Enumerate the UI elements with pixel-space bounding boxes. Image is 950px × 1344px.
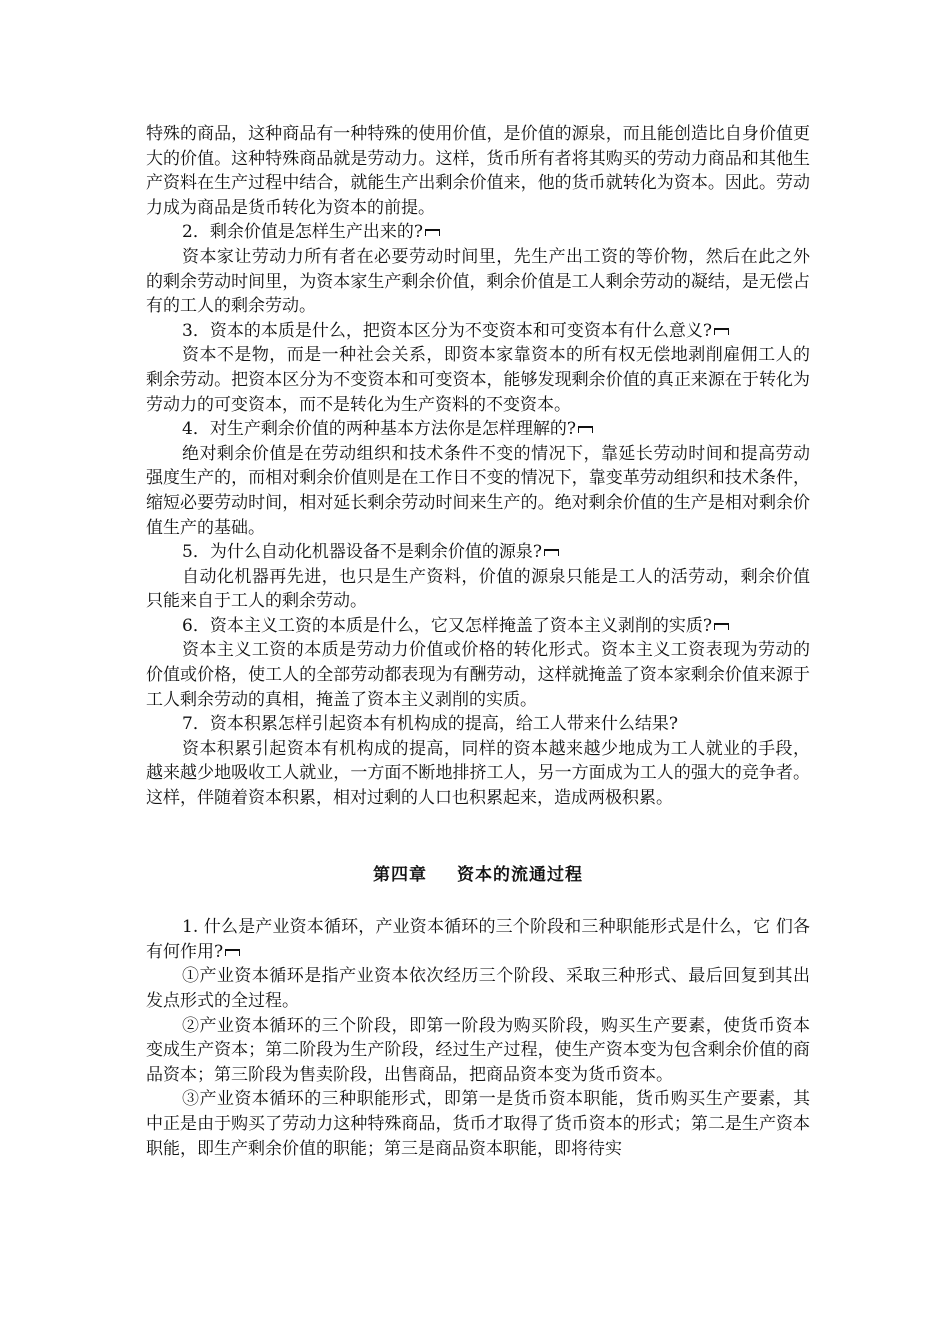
chapter4-answer-1-part1: ①产业资本循环是指产业资本依次经历三个阶段、采取三种形式、最后回复到其出发点形式的全过程。 [146,966,810,1011]
chapter4-answer-1-part3: ③产业资本循环的三种职能形式，即第一是货币资本职能，货币购买生产要素，其中正是由于购买了劳动力这种特殊商品，货币才取得了货币资本的形式；第二是生产资本职能，即生产剩余价值的职能；第三是商品资本职能，即将待实 [146,1089,810,1159]
bracket-mark-icon [578,426,593,433]
chapter-number: 第四章 [373,864,427,885]
question-5: 5．为什么自动化机器设备不是剩余价值的源泉? [146,540,810,565]
question-6: 6．资本主义工资的本质是什么，它又怎样掩盖了资本主义剥削的实质? [146,614,810,639]
answer-5: 自动化机器再先进，也只是生产资料，价值的源泉只能是工人的活劳动，剩余价值只能来自于工人的剩余劳动。 [146,566,810,612]
answer-4: 绝对剩余价值是在劳动组织和技术条件不变的情况下，靠延长劳动时间和提高劳动强度生产的，而相对剩余价值则是在工作日不变的情况下，靠变革劳动组织和技术条件，缩短必要劳动时间，相对延长剩余劳动时间来生产的。绝对剩余价值的生产是相对剩余价值生产的基础。 [146,443,810,538]
intro-paragraph: 特殊的商品，这种商品有一种特殊的使用价值，是价值的源泉，而且能创造比自身价值更大的价值。这种特殊商品就是劳动力。这样，货币所有者将其购买的劳动力商品和其他生产资料在生产过程中结合，就能生产出剩余价值来，他的货币就转化为资本。因此。劳动力成为商品是货币转化为资本的前提。 [146,124,810,218]
bracket-mark-icon [425,229,440,236]
question-4: 4．对生产剩余价值的两种基本方法你是怎样理解的? [146,417,810,442]
document-page [146,122,810,1161]
answer-7: 资本积累引起资本有机构成的提高，同样的资本越来越少地成为工人就业的手段，越来越少地吸收工人就业，一方面不断地排挤工人，另一方面成为工人的强大的竞争者。这样，伴随着资本积累，相对过剩的人口也积累起来，造成两极积累。 [146,738,810,809]
answer-6: 资本主义工资的本质是劳动力价值或价格的转化形式。资本主义工资表现为劳动的价值或价格，使工人的全部劳动都表现为有酬劳动，这样就掩盖了资本家剩余价值来源于工人剩余劳动的真相，掩盖了资本主义剥削的实质。 [146,640,810,710]
bracket-mark-icon [714,328,729,335]
answer-2: 资本家让劳动力所有者在必要劳动时间里，先生产出工资的等价物，然后在此之外的剩余劳动时间里，为资本家生产剩余价值，剩余价值是工人剩余劳动的凝结，是无偿占有的工人的剩余劳动。 [146,246,810,317]
question-7: 7．资本积累怎样引起资本有机构成的提高，给工人带来什么结果? [182,714,678,735]
chapter-title: 资本的流通过程 [457,864,583,885]
chapter4-question-1: 1. 什么是产业资本循环，产业资本循环的三个阶段和三种职能形式是什么，它 们各有何作用? [146,917,810,962]
bracket-mark-icon [544,549,559,556]
answer-3: 资本不是物，而是一种社会关系，即资本家靠资本的所有权无偿地剥削雇佣工人的剩余劳动。把资本区分为不变资本和可变资本，能够发现剩余价值的真正来源在于转化为劳动力的可变资本，而不是转化为生产资料的不变资本。 [146,345,810,415]
chapter4-answer-1-part2: ②产业资本循环的三个阶段，即第一阶段为购买阶段，购买生产要素，使货币资本变成生产资本；第二阶段为生产阶段，经过生产过程，使生产资本变为包含剩余价值的商品资本；第三阶段为售卖阶段，出售商品，把商品资本变为货币资本。 [146,1015,810,1085]
chapter-heading [146,863,810,888]
question-2: 2．剩余价值是怎样生产出来的? [146,220,810,245]
bracket-mark-icon [714,623,729,630]
question-3: 3．资本的本质是什么，把资本区分为不变资本和可变资本有什么意义? [146,319,810,344]
bracket-mark-icon [225,949,240,956]
